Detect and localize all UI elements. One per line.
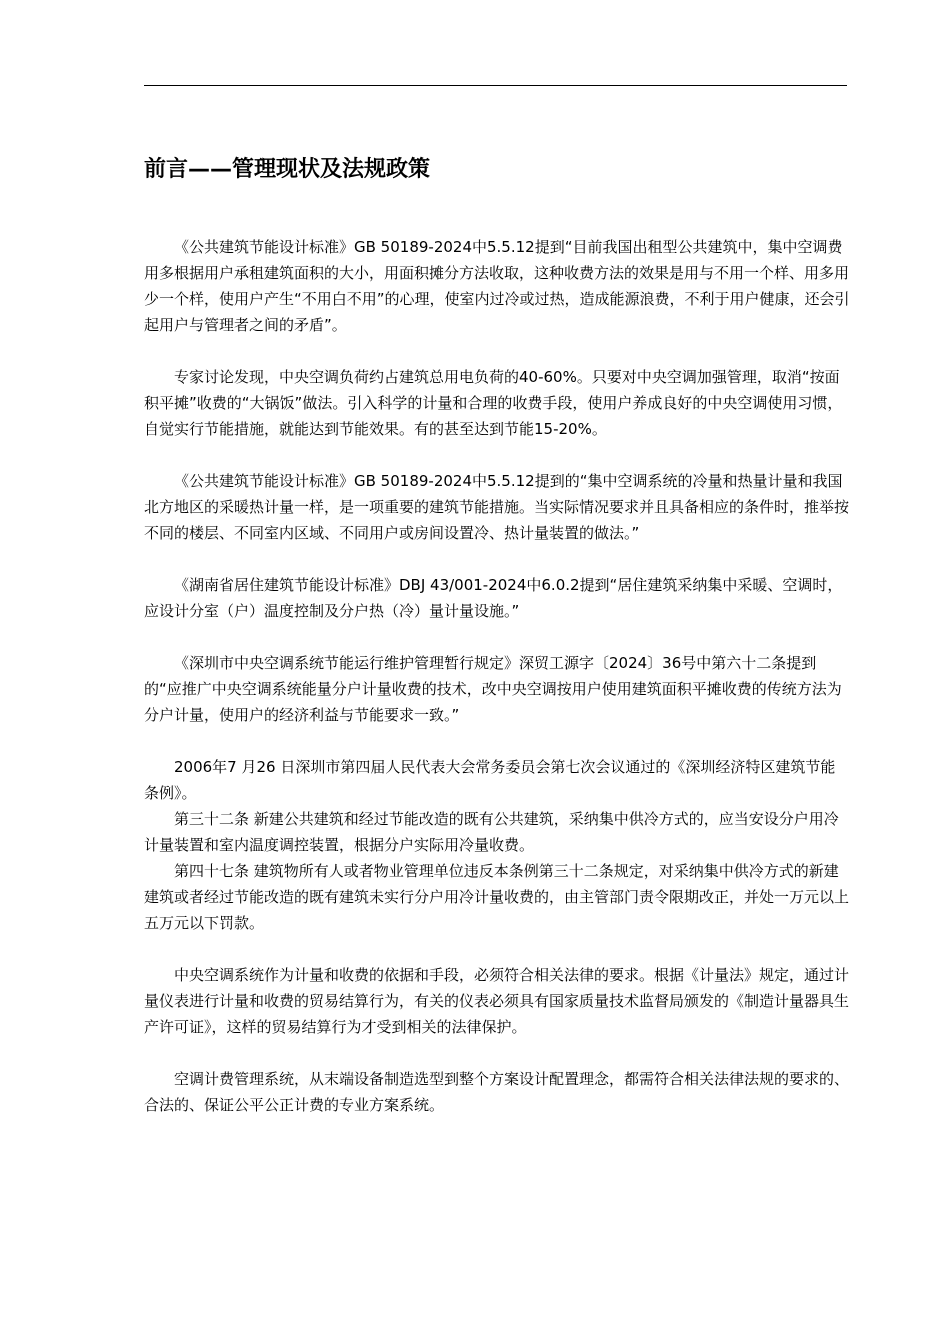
paragraph-shenzhen-ordinance: 2006年7 月26 日深圳市第四届人民代表大会常务委员会第七次会议通过的《深圳经济特区建筑节能条例》。 (144, 758, 836, 802)
paragraph-metrology-law: 中央空调系统作为计量和收费的依据和手段，必须符合相关法律的要求。根据《计量法》规定，通过计量仪表进行计量和收费的贸易结算行为，有关的仪表必须具有国家质量技术监督局颁发的《制造计量器具生产许可证》，这样的贸易结算行为才受到相关的法律保护。 (144, 966, 850, 1036)
paragraph-article-47: 第四十七条 建筑物所有人或者物业管理单位违反本条例第三十二条规定，对采纳集中供冷方式的新建建筑或者经过节能改造的既有建筑未实行分户用冷计量收费的，由主管部门责令限期改正，并处一万元以上五万元以下罚款。 (144, 862, 850, 932)
paragraph-shenzhen-regulation: 《深圳市中央空调系统节能运行维护管理暂行规定》深贸工源字〔2024〕36号中第六十二条提到的“应推广中央空调系统能量分户计量收费的技术，改中央空调按用户使用建筑面积平摊收费的传统方法为分户计量，使用户的经济利益与节能要求一致。” (144, 654, 842, 724)
paragraph-article-32: 第三十二条 新建公共建筑和经过节能改造的既有公共建筑，采纳集中供冷方式的，应当安设分户用冷计量装置和室内温度调控装置，根据分户实际用冷量收费。 (144, 810, 839, 854)
document-body (144, 234, 850, 1118)
paragraph-hunan-standard: 《湖南省居住建筑节能设计标准》DBJ 43/001-2024中6.0.2提到“居住建筑采纳集中采暖、空调时，应设计分室（户）温度控制及分户热（冷）量计量设施。” (144, 576, 843, 620)
paragraph-expert-discussion: 专家讨论发现，中央空调负荷约占建筑总用电负荷的40-60%。只要对中央空调加强管理，取消“按面积平摊”收费的“大锅饭”做法。引入科学的计量和合理的收费手段，使用户养成良好的中央空调使用习惯，自觉实行节能措施，就能达到节能效果。有的甚至达到节能15-20%。 (144, 368, 843, 438)
paragraph-gb50189-area-billing: 《公共建筑节能设计标准》GB 50189-2024中5.5.12提到“目前我国出租型公共建筑中，集中空调费用多根据用户承租建筑面积的大小，用面积摊分方法收取，这种收费方法的效果是用与不用一个样、用多用少一个样，使用户产生“不用白不用”的心理，使室内过冷或过热，造成能源浪费，不利于用户健康，还会引起用户与管理者之间的矛盾”。 (144, 238, 850, 334)
paragraph-billing-system: 空调计费管理系统，从末端设备制造选型到整个方案设计配置理念，都需符合相关法律法规的要求的、合法的、保证公平公正计费的专业方案系统。 (144, 1070, 850, 1114)
page-title: 前言——管理现状及法规政策 (144, 157, 431, 182)
header-rule (144, 85, 847, 86)
paragraph-gb50189-metering: 《公共建筑节能设计标准》GB 50189-2024中5.5.12提到的“集中空调系统的冷量和热量计量和我国北方地区的采暖热计量一样，是一项重要的建筑节能措施。当实际情况要求并且具备相应的条件时，推举按不同的楼层、不同室内区域、不同用户或房间设置冷、热计量装置的做法。” (144, 472, 850, 542)
